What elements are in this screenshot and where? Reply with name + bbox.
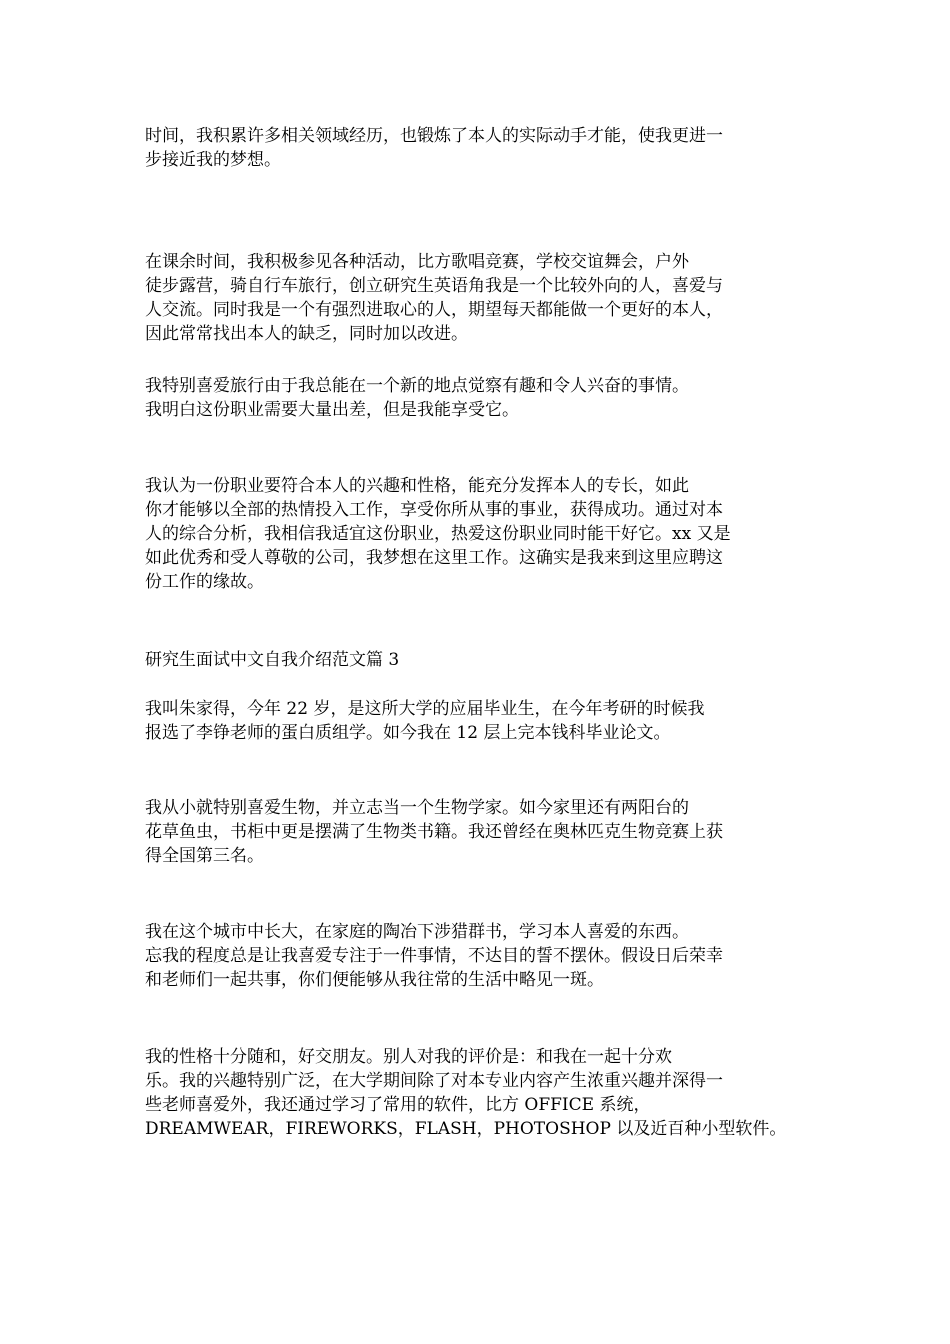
paragraph-introduction: 我叫朱家得，今年 22 岁，是这所大学的应届毕业生，在今年考研的时候我 报选了李铮老师的蛋白质组学。如今我在 12 层上完本钱科毕业论文。 [145, 699, 705, 743]
paragraph-upbringing: 我在这个城市中长大，在家庭的陶冶下涉猎群书，学习本人喜爱的东西。 忘我的程度总是让我喜爱专注于一件事情，不达目的誓不摆休。假设日后荣幸 和老师们一起共事，你们便能够从我往常的生活中略见一斑。 [145, 922, 723, 990]
paragraph-extracurricular: 在课余时间，我积极参见各种活动，比方歌唱竞赛，学校交谊舞会，户外 徒步露营，骑自行车旅行，创立研究生英语角我是一个比较外向的人，喜爱与 人交流。同时我是一个有强烈进取心的人，期望每天都能做一个更好的本人， 因此常常找出本人的缺乏，同时加以改进。 [145, 252, 723, 344]
paragraph-travel: 我特别喜爱旅行由于我总能在一个新的地点觉察有趣和令人兴奋的事情。 我明白这份职业需要大量出差，但是我能享受它。 [145, 376, 689, 420]
paragraph-experience-continued: 时间，我积累许多相关领域经历，也锻炼了本人的实际动手才能，使我更进一 步接近我的梦想。 [145, 126, 723, 170]
paragraph-biology-interest: 我从小就特别喜爱生物，并立志当一个生物学家。如今家里还有两阳台的 花草鱼虫，书柜中更是摆满了生物类书籍。我还曾经在奥林匹克生物竞赛上获 得全国第三名。 [145, 798, 723, 866]
section-heading: 研究生面试中文自我介绍范文篇 3 [145, 650, 400, 670]
paragraph-career-fit: 我认为一份职业要符合本人的兴趣和性格，能充分发挥本人的专长，如此 你才能够以全部的热情投入工作，享受你所从事的事业，获得成功。通过对本 人的综合分析，我相信我适宜这份职业，热爱这份职业同时能干好它。xx 又是 如此优秀和受人尊敬的公司，我梦想在这里工作。这确实是我来到这里应聘这 份工作的缘故。 [145, 476, 731, 592]
paragraph-personality: 我的性格十分随和，好交朋友。别人对我的评价是：和我在一起十分欢 乐。我的兴趣特别广泛，在大学期间除了对本专业内容产生浓重兴趣并深得一 些老师喜爱外，我还通过学习了常用的软件，比方 OFFICE 系统， DREAMWEAR，FIREWORKS，FLASH，PHOTOSHOP 以及近百种小型软件。 [145, 1047, 787, 1139]
